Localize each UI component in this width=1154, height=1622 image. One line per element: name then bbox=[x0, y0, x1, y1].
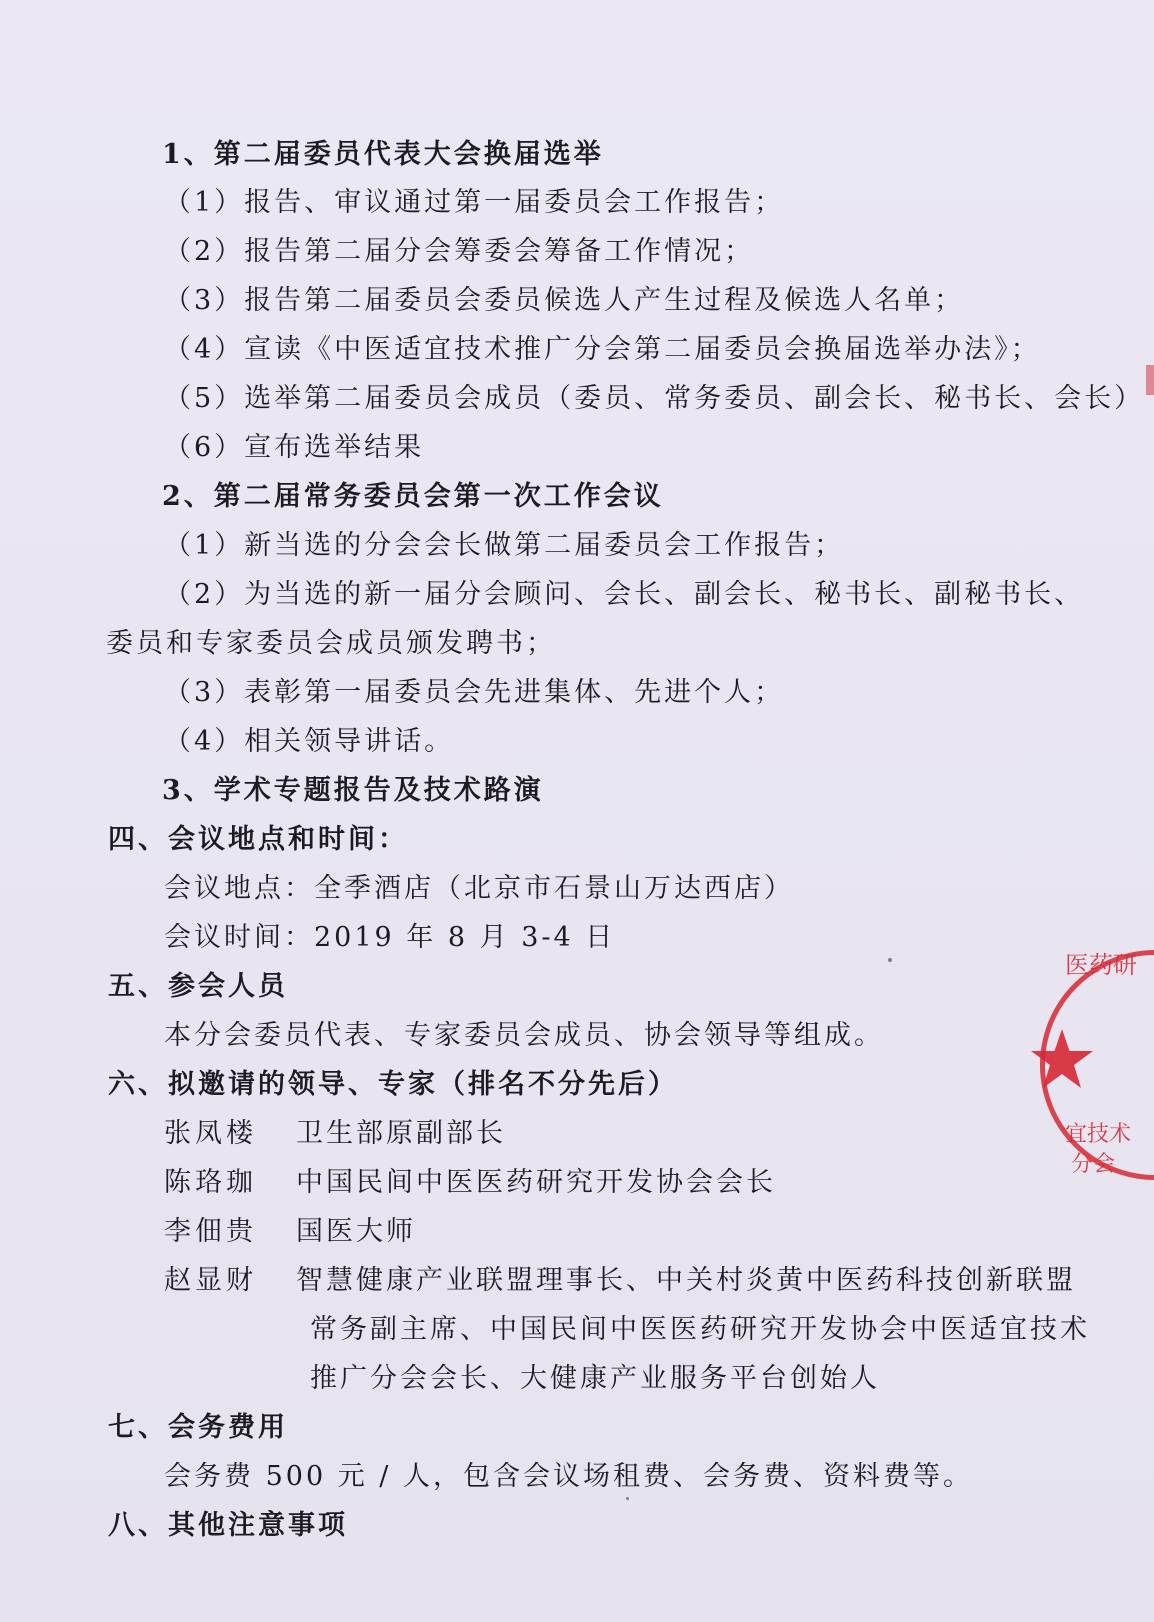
section1-item-3: （3）报告第二届委员会委员候选人产生过程及候选人名单； bbox=[164, 285, 965, 316]
scan-speck bbox=[888, 958, 892, 962]
section1-item-5: （5）选举第二届委员会成员（委员、常务委员、副会长、秘书长、会长） bbox=[164, 383, 1145, 414]
invited-person-title: 卫生部原副部长 bbox=[296, 1118, 506, 1149]
section1-item-4: （4）宣读《中医适宜技术推广分会第二届委员会换届选举办法》； bbox=[164, 334, 1041, 365]
section2-item-4: （4）相关领导讲话。 bbox=[164, 726, 455, 757]
section1-item-1: （1）报告、审议通过第一届委员会工作报告； bbox=[164, 187, 785, 218]
section1-item-6: （6）宣布选举结果 bbox=[164, 432, 425, 463]
section2-item-1: （1）新当选的分会会长做第二届委员会工作报告； bbox=[164, 530, 845, 561]
invited-person-title-cont: 常务副主席、中国民间中医医药研究开发协会中医适宜技术 bbox=[310, 1314, 1090, 1345]
invited-person-name: 李佃贵 bbox=[164, 1216, 257, 1247]
section1-item-2: （2）报告第二届分会筹委会筹备工作情况； bbox=[164, 236, 755, 267]
seal-bottom-text-1: 宜技术 bbox=[1065, 1122, 1132, 1147]
invited-person-title: 国医大师 bbox=[296, 1216, 416, 1247]
seal-fragment bbox=[1146, 365, 1154, 395]
section2-title: 2、第二届常务委员会第一次工作会议 bbox=[162, 481, 664, 512]
section2-item-2-cont: 委员和专家委员会成员颁发聘书； bbox=[106, 628, 556, 659]
invited-heading: 六、拟邀请的领导、专家（排名不分先后） bbox=[108, 1069, 678, 1100]
invited-person-name: 陈珞珈 bbox=[164, 1167, 257, 1198]
attendees-text: 本分会委员代表、专家委员会成员、协会领导等组成。 bbox=[164, 1020, 884, 1051]
star-icon bbox=[1029, 1027, 1095, 1093]
invited-person-title-cont: 推广分会会长、大健康产业服务平台创始人 bbox=[310, 1363, 880, 1394]
fees-heading: 七、会务费用 bbox=[108, 1412, 288, 1443]
section2-item-3: （3）表彰第一届委员会先进集体、先进个人； bbox=[164, 677, 785, 708]
invited-person-title: 智慧健康产业联盟理事长、中关村炎黄中医药科技创新联盟 bbox=[296, 1265, 1076, 1296]
section1-title: 1、第二届委员代表大会换届选举 bbox=[162, 139, 604, 170]
invited-person-name: 赵显财 bbox=[164, 1265, 257, 1296]
fees-text: 会务费 500 元 / 人，包含会议场租费、会务费、资料费等。 bbox=[164, 1461, 973, 1492]
venue-time: 会议时间：2019 年 8 月 3-4 日 bbox=[164, 922, 616, 953]
scan-speck bbox=[626, 1497, 629, 1500]
venue-heading: 四、会议地点和时间： bbox=[108, 824, 408, 855]
seal-top-text: 医药研 bbox=[1065, 951, 1137, 979]
official-seal bbox=[1040, 950, 1154, 1180]
invited-person-title: 中国民间中医医药研究开发协会会长 bbox=[296, 1167, 776, 1198]
venue-place: 会议地点：全季酒店（北京市石景山万达西店） bbox=[164, 873, 794, 904]
other-heading: 八、其他注意事项 bbox=[108, 1510, 348, 1541]
attendees-heading: 五、参会人员 bbox=[108, 971, 288, 1002]
section3-title: 3、学术专题报告及技术路演 bbox=[162, 775, 544, 806]
section2-item-2: （2）为当选的新一届分会顾问、会长、副会长、秘书长、副秘书长、 bbox=[164, 579, 1085, 610]
invited-person-name: 张凤楼 bbox=[164, 1118, 257, 1149]
seal-bottom-text-2: 分会 bbox=[1071, 1152, 1116, 1177]
